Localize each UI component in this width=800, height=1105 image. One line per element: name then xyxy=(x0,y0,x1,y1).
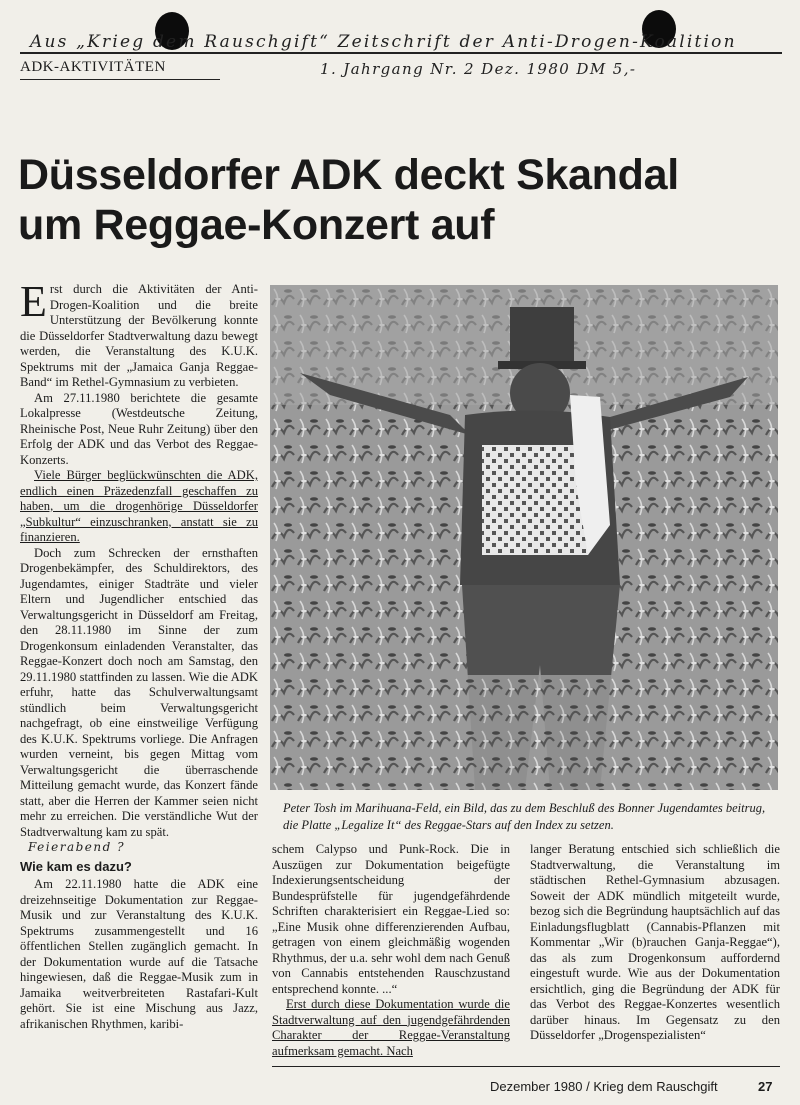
article-paragraph: Am 22.11.1980 hatte die ADK eine dreizehnseitige Dokumentation zur Reggae-Musik und zur Veranstaltung des K.U.K. Spektrums zusammengestellt und 16 öffentlichen Stellen zugänglich gemacht. In der Dokumentation wurde auf die Tatsache hingewiesen, daß die Reggae-Musik zum in Jamaika weitverbreiteten Rastafari-Kult gehört. Sie ist eine Mischung aus Jazz, afrikanischen Rhythmen, karibi- xyxy=(20,877,258,1031)
section-rule xyxy=(20,79,220,80)
article-column-2 xyxy=(272,842,510,1059)
article-photo xyxy=(270,285,778,790)
handwritten-source-note: Aus „Krieg dem Rauschgift“ Zeitschrift der Anti-Drogen-Koalition xyxy=(30,32,737,52)
article-paragraph: schem Calypso und Punk-Rock. Die in Auszügen zur Dokumentation beigefügte Indexierungsentscheidung der Bundesprüfstelle für jugendgefährdende Schriften charakterisiert ein Reggae-Lied so: „Eine Musik ohne differenzierenden Aufbau, getragen von einem gleichmäßig wogenden Rhythmus, der u.a. sehr wohl dem nach Genuß von Cannabis entstehenden Rauschzustand entsprechend konnte. ...“ xyxy=(272,842,510,996)
article-paragraph: Am 27.11.1980 berichtete die gesamte Lokalpresse (Westdeutsche Zeitung, Rheinische Post, Neue Ruhr Zeitung) über den Erfolg der ADK und das Verbot des Reggae-Konzerts. xyxy=(20,390,258,467)
drop-cap: E xyxy=(20,277,47,326)
headline xyxy=(18,150,788,250)
headline-line-2: um Reggae-Konzert auf xyxy=(18,201,495,249)
headline-line-1: Düsseldorfer ADK deckt Skandal xyxy=(18,151,679,199)
article-column-3 xyxy=(530,842,780,1044)
page-number: 27 xyxy=(758,1079,773,1094)
handwritten-issue-note: 1. Jahrgang Nr. 2 Dez. 1980 DM 5,- xyxy=(320,60,637,78)
footer-issue: Dezember 1980 / Krieg dem Rauschgift xyxy=(490,1079,718,1094)
footer-rule xyxy=(272,1066,780,1067)
section-label: ADK-AKTIVITÄTEN xyxy=(20,59,166,75)
photo-caption: Peter Tosh im Marihuana-Feld, ein Bild, das zu dem Beschluß des Bonner Jugendamtes beitrug, die Platte „Legalize It“ des Reggae-Stars auf den Index zu setzen. xyxy=(283,801,766,832)
top-rule xyxy=(20,52,782,54)
article-paragraph-underlined: Viele Bürger beglückwünschten die ADK, endlich einen Präzedenzfall geschaffen zu haben, um die drogenhörige Düsseldorfer „Subkultur“ einzuschranken, anstatt sie zu finanzieren. xyxy=(20,468,258,544)
article-paragraph: langer Beratung entschied sich schließlich die Stadtverwaltung, die Veranstaltung im städtischen Rethel-Gymnasium abzusagen. Soweit der ADK mündlich mitgeteilt wurde, bezog sich die Begründung hauptsächlich auf das Einladungsflugblatt (Cannabis-Pflanzen mit Kommentar „Wir (b)rauchen Ganja-Reggae“), das als zum Drogenkonsum auffordernd eingestuft wurde. Wie aus der Dokumentation ersichtlich, ging die Begründung der ADK für das Verbot des Reggae-Konzertes wesentlich darüber hinaus. Im Gegensatz zu den Düsseldorfer „Drogenspezialisten“ xyxy=(530,842,780,1042)
article-paragraph: Doch zum Schrecken der ernsthaften Drogenbekämpfer, des Schuldirektors, des Jugendamtes, einiger Stadträte und vieler Eltern und Jugendlicher entschied das Verwaltungsgericht in Düsseldorf am Freitag, den 28.11.1980 im Sinne der zum Drogenkonsum einladenden Veranstalter, das Reggae-Konzert doch noch am Samstag, den 29.11.1980 stattfinden zu lassen. Wie die ADK erfuhr, hatte das Schulverwaltungsamt stündlich beim Verwaltungsgericht nachgefragt, ob eine einstweilige Verfügung des K.U.K. Spektrums vorliege. Die Anfragen wurden verneint, bis gegen Mittag vom Verwaltungsgericht die überraschende Mitteilung gemacht wurde, das Konzert fände statt, aber die Herren der Kammer seien nicht mehr zu erreichen. Die verständliche Wut der Stadtverwaltung kam zu spät. xyxy=(20,545,258,839)
article-subheading: Wie kam es dazu? xyxy=(20,858,132,874)
article-paragraph: Erst durch die Aktivitäten der Anti-Drogen-Koalition und die breite Unterstützung der Bevölkerung konnte die Düsseldorfer Stadtverwaltung dazu bewegt werden, die Veranstaltung des K.U.K. Spektrums mit der „Jamaica Ganja Reggae-Band“ im Rethel-Gymnasium zu verbieten. xyxy=(20,277,258,389)
article-column-1 xyxy=(20,277,258,1072)
article-paragraph-underlined: Erst durch diese Dokumentation wurde die Stadtverwaltung auf den jugendgefährdenden Charakter der Reggae-Veranstaltung aufmerksam gemacht. Nach xyxy=(272,997,510,1058)
photo-illustration xyxy=(270,285,778,790)
handwritten-margin-note: Feierabend ? xyxy=(28,840,126,854)
